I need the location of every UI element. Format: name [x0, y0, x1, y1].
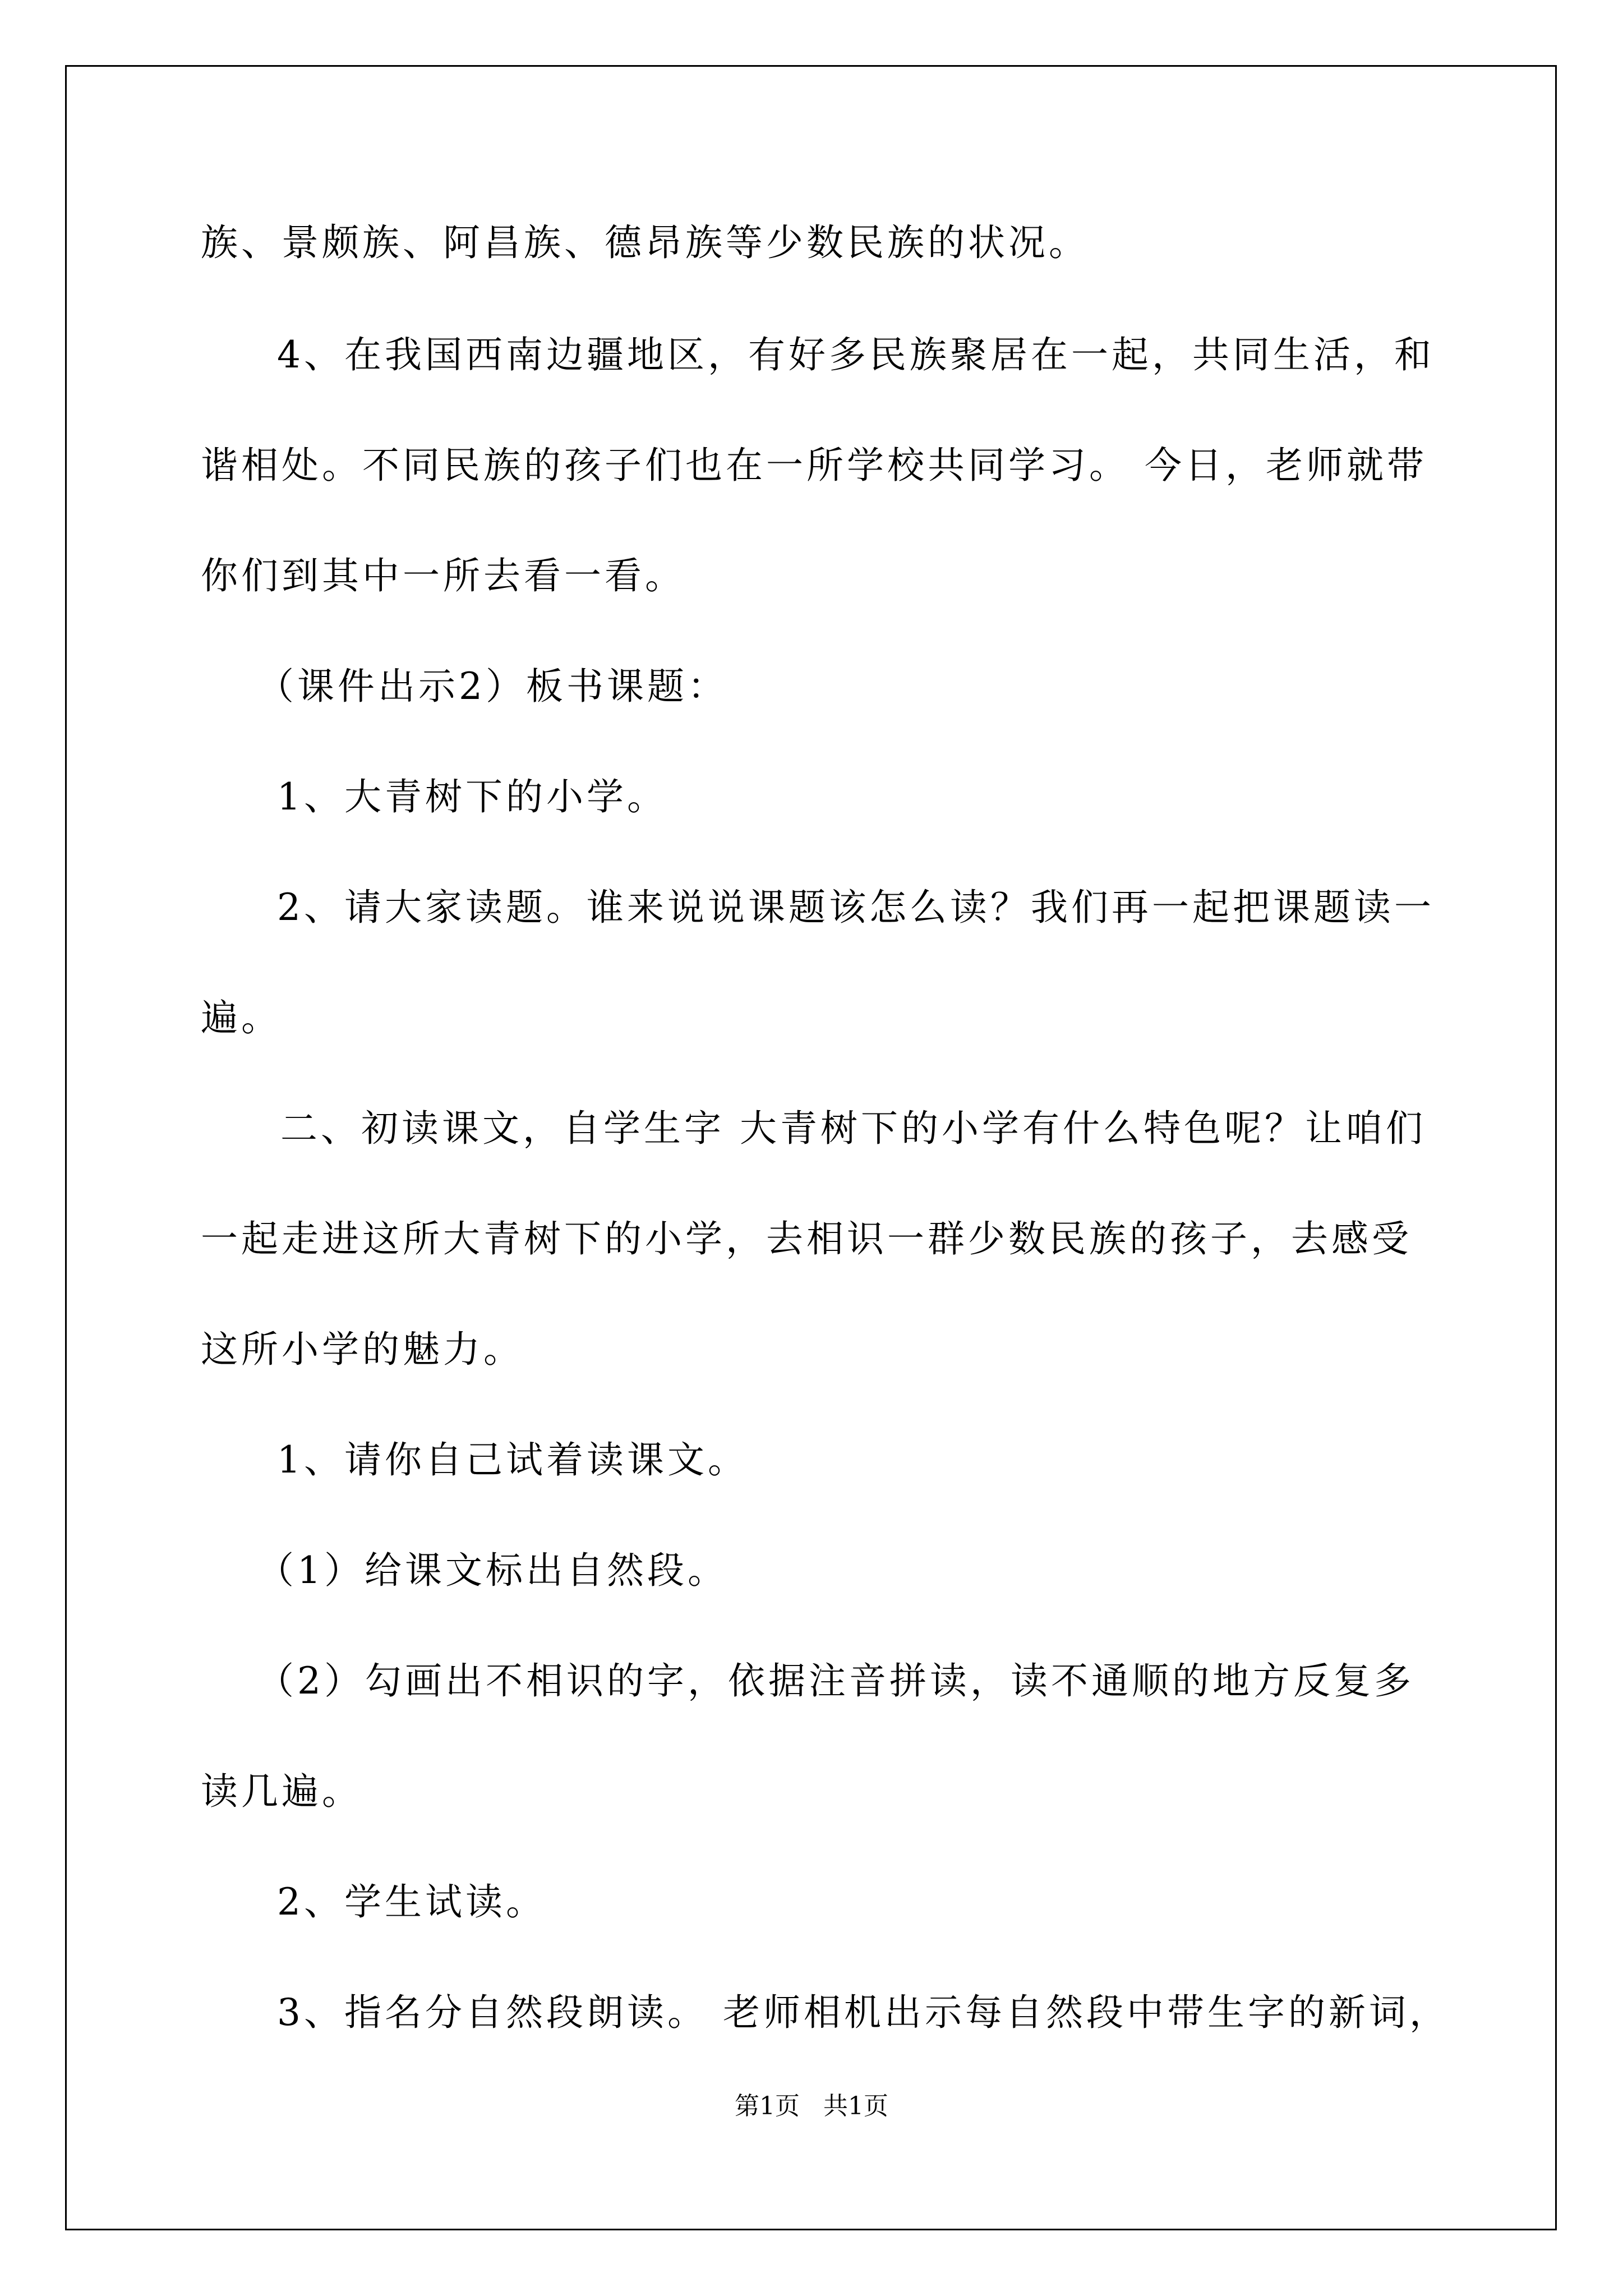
text-line-9: 二、初读课文，自学生字 大青树下的小学有什么特色呢？让咱们: [280, 1107, 1426, 1150]
text-line-15: 读几遍。: [201, 1770, 362, 1813]
text-line-1: 族、景颇族、阿昌族、德昂族等少数民族的状况。: [201, 221, 1089, 264]
text-line-14: （2）勾画出不相识的字，依据注音拼读，读不通顺的地方反复多: [257, 1659, 1414, 1703]
text-line-12: 1、请你自己试着读课文。: [277, 1438, 748, 1481]
text-line-8: 遍。: [201, 996, 282, 1039]
text-line-10: 一起走进这所大青树下的小学，去相识一群少数民族的孩子，去感受: [201, 1217, 1412, 1260]
page-footer: 第1页 共1页: [735, 2092, 888, 2120]
text-line-16: 2、学生试读。: [277, 1880, 546, 1924]
text-line-2: 4、在我国西南边疆地区，有好多民族聚居在一起，共同生活，和: [277, 333, 1435, 376]
text-line-5: （课件出示2）板书课题：: [257, 665, 728, 708]
text-line-6: 1、大青树下的小学。: [277, 775, 667, 818]
text-line-13: （1）给课文标出自然段。: [257, 1549, 728, 1592]
text-line-4: 你们到其中一所去看一看。: [201, 554, 685, 597]
text-line-17: 3、指名分自然段朗读。 老师相机出示每自然段中带生字的新词，: [277, 1991, 1450, 2034]
text-line-11: 这所小学的魅力。: [201, 1328, 524, 1371]
text-line-3: 谐相处。不同民族的孩子们也在一所学校共同学习。 今日，老师就带: [201, 444, 1427, 487]
text-line-7: 2、请大家读题。谁来说说课题该怎么读？我们再一起把课题读一: [277, 886, 1435, 929]
